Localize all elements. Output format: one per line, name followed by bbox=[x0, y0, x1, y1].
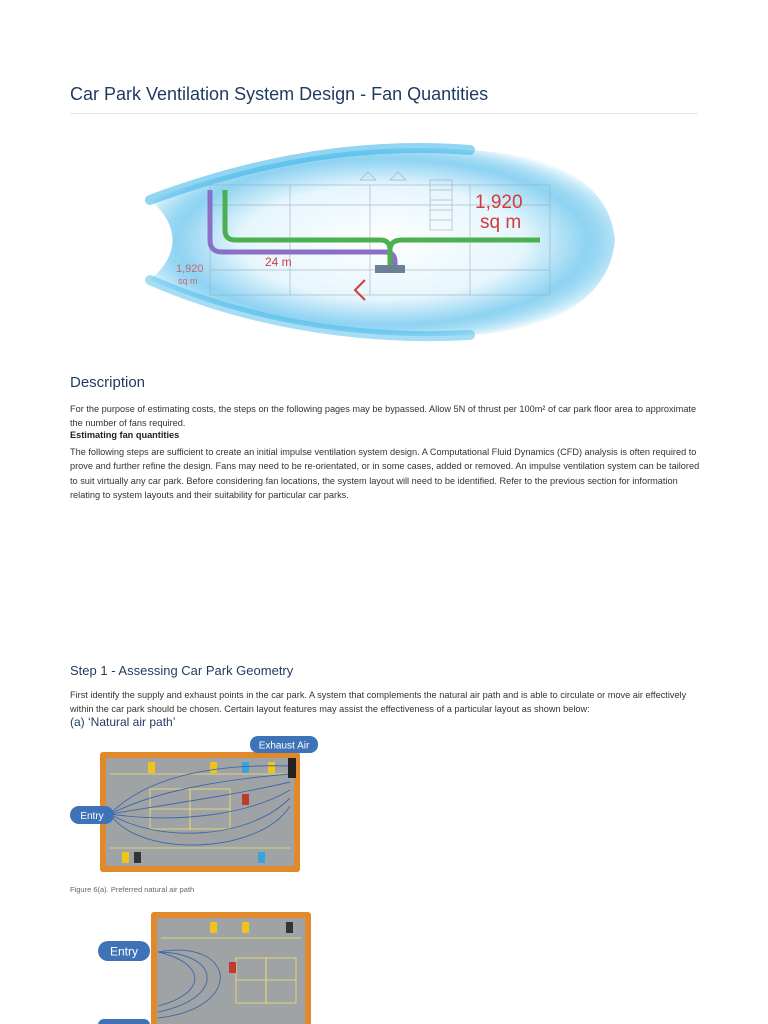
hero-illustration bbox=[140, 130, 620, 350]
hero-small-area-unit: sq m bbox=[178, 276, 198, 286]
hero-small-area-value: 1,920 bbox=[176, 263, 204, 275]
description-paragraph-2: The following steps are sufficient to create an initial impulse ventilation system design. A Computational Fluid Dynamics (CFD) analysis is often required to prove and further refine the design. Fans may need to be re-orientated, or in some cases, added or removed. An impulse ventilation system can be tailored to suit virtually any car park. Before considering fan locations, the system layout will need to be identified. Refer to the previous section for information relating to system layouts and their suitability for particular car parks. bbox=[70, 447, 700, 501]
description-heading: Description bbox=[70, 374, 146, 391]
hero-area-unit: sq m bbox=[480, 212, 522, 233]
second-air-path-figure bbox=[96, 908, 316, 1024]
description-paragraph-1: For the purpose of estimating costs, the steps on the following pages may be bypassed. Allow 5N of thrust per 100m² of car park floor area to approximate the number of fans required. bbox=[70, 404, 697, 429]
figure1-entry-label bbox=[70, 806, 114, 824]
hero-length-label: 24 m bbox=[265, 255, 292, 269]
svg-text:Exhaust Air: Exhaust Air bbox=[258, 740, 310, 752]
natural-air-path-subheading: (a) ‘Natural air path’ bbox=[70, 715, 176, 729]
hero-area-value: 1,920 bbox=[475, 192, 523, 213]
svg-text:Entry: Entry bbox=[80, 811, 104, 822]
page-title: Car Park Ventilation System Design - Fan Quantities bbox=[70, 84, 489, 104]
svg-text:Entry: Entry bbox=[109, 944, 139, 959]
title-divider bbox=[70, 113, 698, 114]
estimating-fan-quantities-heading: Estimating fan quantities bbox=[70, 430, 180, 440]
exhaust-air-label bbox=[250, 736, 318, 753]
figure2-entry-label bbox=[98, 941, 150, 961]
hero-fan-unit bbox=[375, 265, 405, 273]
step1-paragraph: First identify the supply and exhaust points in the car park. A system that complements the natural air path and is able to circulate or move air effectively within the car park should be chosen. Certain layout features may assist the effectiveness of a particular layout as shown below: bbox=[70, 690, 687, 715]
natural-air-path-figure bbox=[70, 734, 320, 882]
figure1-caption: Figure 6(a). Preferred natural air path bbox=[70, 885, 195, 894]
step1-heading: Step 1 - Assessing Car Park Geometry bbox=[70, 663, 294, 678]
